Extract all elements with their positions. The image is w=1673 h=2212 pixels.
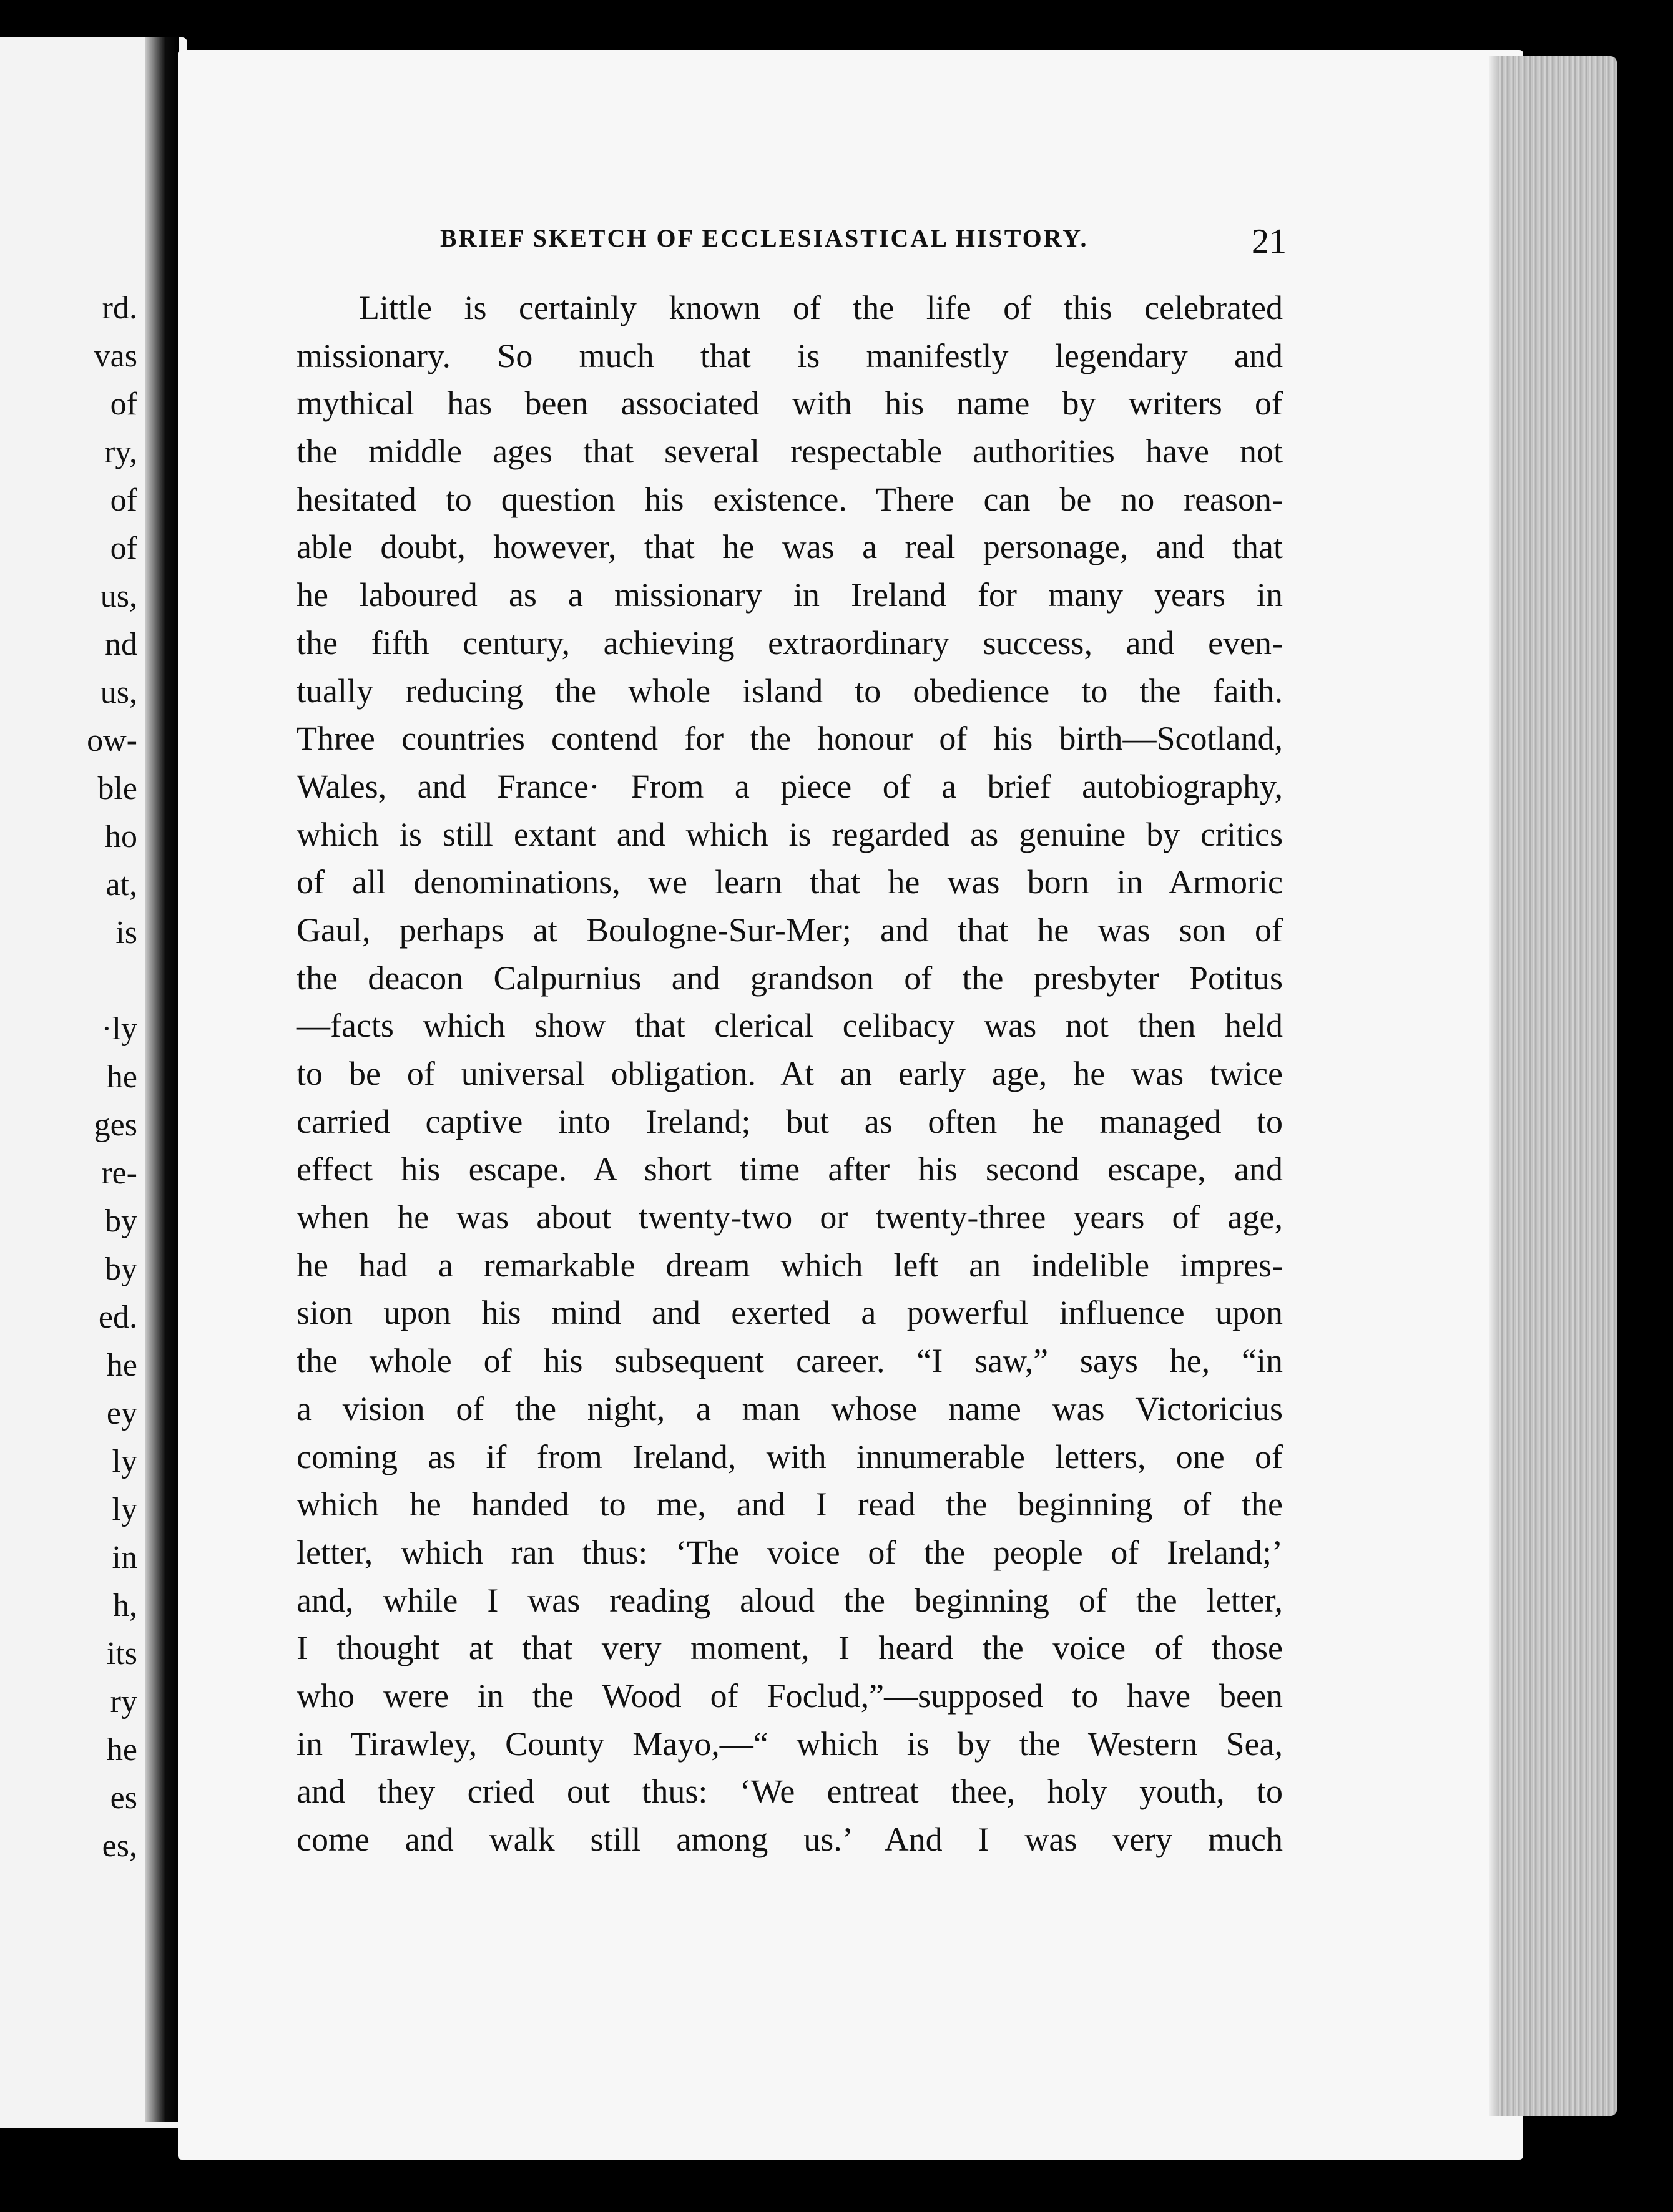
text-line: who were in the Wood of Foclud,”—supposed to have been [297,1676,1283,1715]
text-line: which he handed to me, and I read the beginning of the [297,1485,1283,1524]
text-line: and they cried out thus: ‘We entreat thee, holy youth, to [297,1773,1283,1811]
text-line: missionary. So much that is manifestly legendary and [297,336,1283,374]
left-page-fragment: es [110,1780,137,1816]
text-line: hesitated to question his existence. There can be no reason- [297,480,1283,518]
left-page-fragment: ly [112,1492,137,1527]
left-page-fragment: he [106,1732,137,1768]
left-page-fragment: in [112,1540,137,1575]
left-page-fragment: he [106,1348,137,1383]
left-page-fragment: ly [112,1444,137,1479]
text-line: tually reducing the whole island to obedience to the faith. [297,672,1283,710]
left-page-fragment: ry [110,1684,137,1720]
left-page-fragment: by [105,1203,137,1239]
body-text [297,284,1283,1864]
left-page-fragment: ed. [98,1299,137,1335]
left-page-fragment: ble [97,771,137,806]
text-line: I thought at that very moment, I heard the voice of those [297,1629,1283,1667]
left-page-fragment: ry, [104,434,137,470]
left-page-fragment: its [106,1636,137,1671]
text-line: of all denominations, we learn that he was born in Armoric [297,863,1283,901]
text-line: when he was about twenty-two or twenty-three years of age, [297,1198,1283,1236]
text-line: he had a remarkable dream which left an indelible impres- [297,1246,1283,1284]
left-page-fragment: he [106,1059,137,1095]
left-page-fragment: us, [100,579,137,614]
text-line: which is still extant and which is regarded as genuine by critics [297,815,1283,853]
left-page-fragment: of [110,386,137,422]
text-line: the fifth century, achieving extraordinary success, and even- [297,624,1283,662]
left-page-fragment: ey [106,1396,137,1431]
left-page-fragment: rd. [102,290,137,326]
left-page-fragment: nd [105,627,137,662]
text-line: Three countries contend for the honour of his birth—Scotland, [297,720,1283,758]
text-line: Gaul, perhaps at Boulogne-Sur-Mer; and that he was son of [297,911,1283,949]
text-line: a vision of the night, a man whose name was Victoricius [297,1389,1283,1427]
left-page-fragment: is [115,915,137,951]
book-page-edges [1498,56,1617,2116]
left-page-fragment: vas [94,338,137,374]
text-line: letter, which ran thus: ‘The voice of the people of Ireland;’ [297,1533,1283,1571]
left-page-fragment: of [110,482,137,518]
text-line: to be of universal obligation. At an early age, he was twice [297,1055,1283,1092]
text-line: mythical has been associated with his name by writers of [297,384,1283,423]
text-line: the deacon Calpurnius and grandson of the presbyter Potitus [297,959,1283,997]
text-line: and, while I was reading aloud the beginning of the letter, [297,1581,1283,1619]
left-page-fragment: us, [100,675,137,710]
text-line: able doubt, however, that he was a real personage, and that [297,528,1283,566]
text-line: sion upon his mind and exerted a powerful influence upon [297,1294,1283,1332]
text-line: in Tirawley, County Mayo,—“ which is by the Western Sea, [297,1725,1283,1763]
text-line: effect his escape. A short time after his second escape, and [297,1150,1283,1188]
text-line: Little is certainly known of the life of this celebrated [359,289,1283,326]
left-page-fragment: ges [94,1107,137,1143]
left-page-fragment: at, [105,867,137,903]
left-page-fragment: ho [105,819,137,854]
left-page-fragment: re- [101,1155,137,1191]
gutter-shadow [145,37,179,2122]
running-head: BRIEF SKETCH OF ECCLESIASTICAL HISTORY. [440,224,1089,252]
left-page-fragment: ow- [87,723,137,758]
left-page-text-fragments [12,284,137,1870]
left-page-fragment [12,957,137,1005]
text-line: the whole of his subsequent career. “I saw,” says he, “in [297,1342,1283,1380]
text-line: —facts which show that clerical celibacy was not then held [297,1007,1283,1045]
left-page-fragment: h, [113,1588,137,1623]
left-page-fragment: es, [102,1828,137,1864]
text-line: Wales, and France· From a piece of a brief autobiography, [297,767,1283,805]
text-line: the middle ages that several respectable authorities have not [297,433,1283,471]
left-page-fragment: by [105,1251,137,1287]
page-number: 21 [1252,222,1287,261]
text-line: coming as if from Ireland, with innumerable letters, one of [297,1437,1283,1475]
text-line: come and walk still among us.’ And I was very much [297,1821,1283,1858]
left-page-fragment: of [110,531,137,566]
text-line: he laboured as a missionary in Ireland for many years in [297,576,1283,614]
left-page-fragment: ·ly [101,1011,137,1047]
text-line: carried captive into Ireland; but as often he managed to [297,1102,1283,1140]
